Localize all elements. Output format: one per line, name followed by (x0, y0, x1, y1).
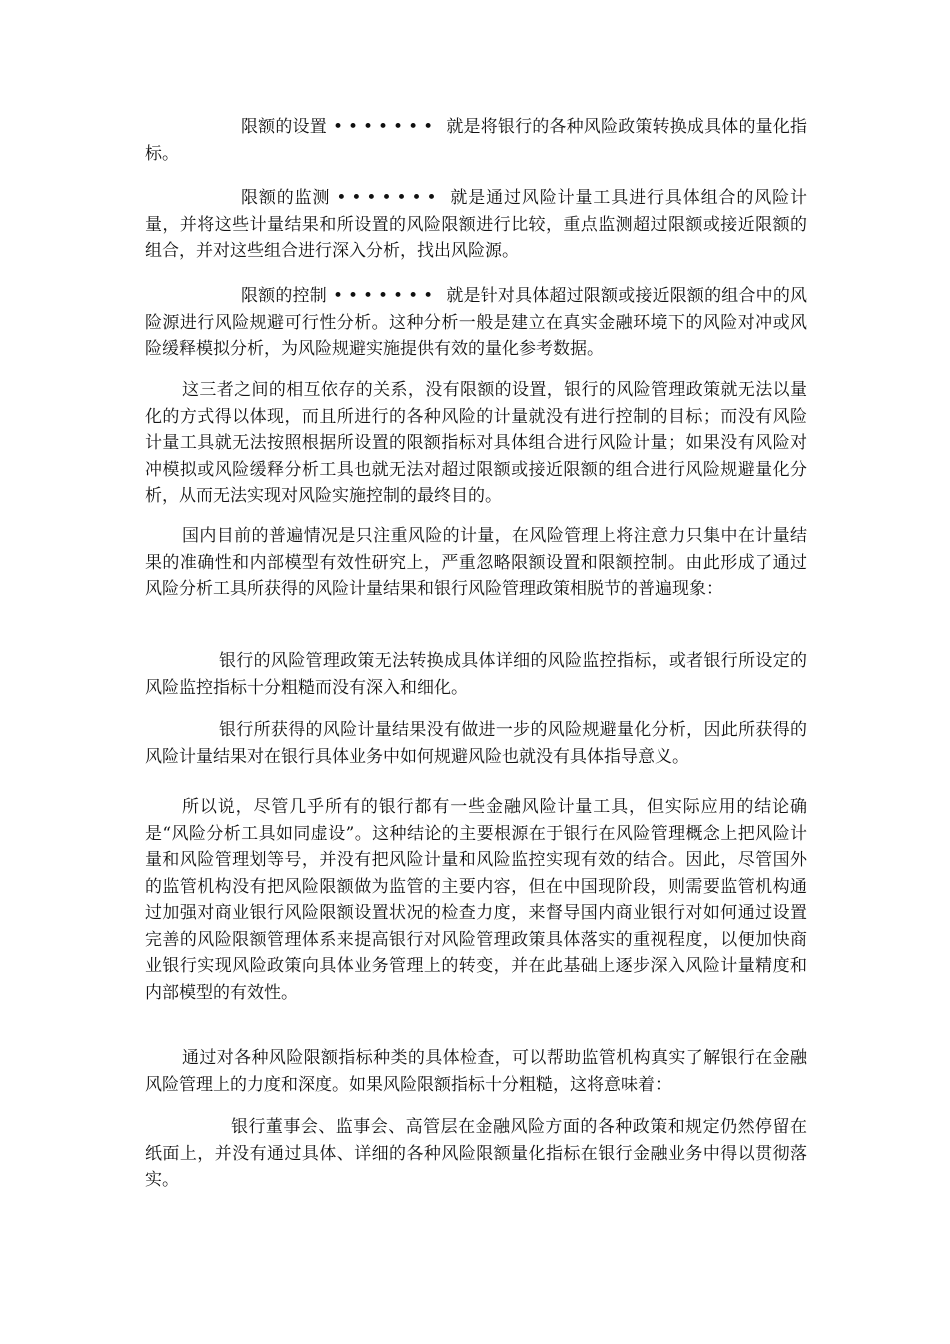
paragraph-limit-monitoring (145, 185, 807, 265)
paragraph-domestic-situation: 国内目前的普遍情况是只注重风险的计量，在风险管理上将注意力只集中在计量结果的准确性和内部模型有效性研究上，严重忽略限额设置和限额控制。由此形成了通过风险分析工具所获得的风险计量结果和银行风险管理政策相脱节的普遍现象： (145, 526, 807, 599)
paragraph-limit-setting (145, 114, 807, 167)
paragraph-point-measurement: 银行所获得的风险计量结果没有做进一步的风险规避量化分析，因此所获得的风险计量结果对在银行具体业务中如何规避风险也就没有具体指导意义。 (145, 720, 807, 767)
definition-text: 就是将银行的各种风险政策转换成具体的量化指标。 (145, 117, 808, 164)
definition-text: 就是针对具体超过限额或接近限额的组合中的风险源进行风险规避可行性分析。这种分析一般是建立在真实金融环境下的风险对冲或风险缓释模拟分析，为风险规避实施提供有效的量化参考数据。 (145, 286, 808, 359)
term-limit-setting: 限额的设置 (241, 117, 327, 137)
paragraph-point-board: 银行董事会、监事会、高管层在金融风险方面的各种政策和规定仍然停留在纸面上，并没有通过具体、详细的各种风险限额量化指标在银行金融业务中得以贯彻落实。 (145, 1117, 807, 1190)
leader-dots: ••••••• (332, 286, 439, 306)
term-limit-control: 限额的控制 (241, 286, 327, 306)
definition-text: 就是通过风险计量工具进行具体组合的风险计量，并将这些计量结果和所设置的风险限额进行比较，重点监测超过限额或接近限额的组合，并对这些组合进行深入分析，找出风险源。 (145, 188, 807, 261)
paragraph-point-policy: 银行的风险管理政策无法转换成具体详细的风险监控指标，或者银行所设定的风险监控指标十分粗糙而没有深入和细化。 (145, 651, 807, 698)
paragraph-inspection: 通过对各种风险限额指标种类的具体检查，可以帮助监管机构真实了解银行在金融风险管理上的力度和深度。如果风险限额指标十分粗糙，这将意味着： (145, 1048, 807, 1095)
leader-dots: ••••••• (336, 188, 442, 208)
leader-dots: ••••••• (332, 117, 439, 137)
paragraph-limit-control (145, 283, 807, 363)
paragraph-interdependence: 这三者之间的相互依存的关系，没有限额的设置，银行的风险管理政策就无法以量化的方式得以体现，而且所进行的各种风险的计量就没有进行控制的目标；而没有风险计量工具就无法按照根据所设置的限额指标对具体组合进行风险计量；如果没有风险对冲模拟或风险缓释分析工具也就无法对超过限额或接近限额的组合进行风险规避量化分析，从而无法实现对风险实施控制的最终目的。 (145, 380, 807, 506)
paragraph-conclusion: 所以说，尽管几乎所有的银行都有一些金融风险计量工具，但实际应用的结论确是“风险分析工具如同虚设”。这种结论的主要根源在于银行在风险管理概念上把风险计量和风险管理划等号，并没有把风险计量和风险监控实现有效的结合。因此，尽管国外的监管机构没有把风险限额做为监管的主要内容，但在中国现阶段，则需要监管机构通过加强对商业银行风险限额设置状况的检查力度，来督导国内商业银行对如何通过设置完善的风险限额管理体系来提高银行对风险管理政策具体落实的重视程度，以便加快商业银行实现风险政策向具体业务管理上的转变，并在此基础上逐步深入风险计量精度和内部模型的有效性。 (145, 797, 807, 1003)
term-limit-monitoring: 限额的监测 (241, 188, 331, 208)
